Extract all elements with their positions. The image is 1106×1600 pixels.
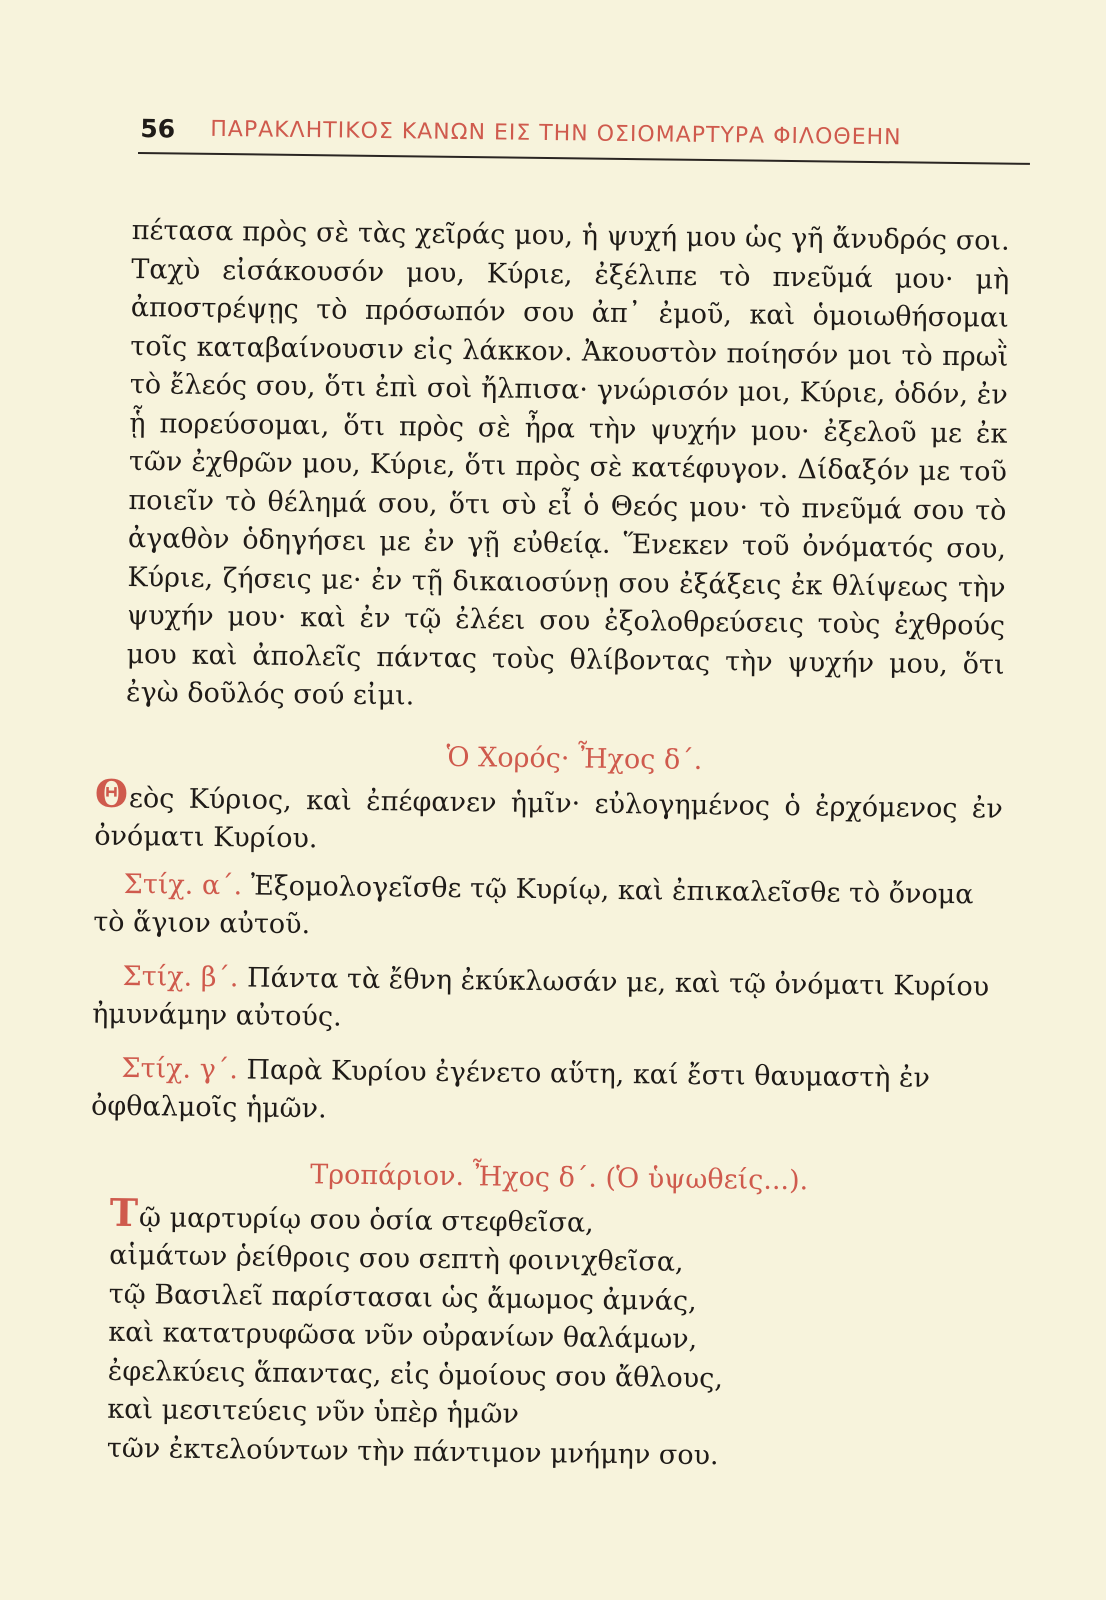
stichos-label: Στίχ. γ΄. <box>121 1052 239 1085</box>
drop-cap-theta: Θ <box>94 770 129 816</box>
stichos-label: Στίχ. β΄. <box>122 960 239 993</box>
theos-kyrios-paragraph <box>94 770 1003 866</box>
stichos-2 <box>92 957 1001 1044</box>
stichos-text: Ἐξομολογεῖσθε τῷ Κυρίῳ, καὶ ἐπικαλεῖσθε τὸ ὄνομα τὸ ἅγιον αὐτοῦ. <box>93 869 974 940</box>
stichos-3 <box>91 1049 1000 1136</box>
body-text <box>90 212 1010 1479</box>
troparion-line-text: ῷ μαρτυρίῳ σου ὁσία στεφθεῖσα, <box>138 1201 594 1239</box>
stichos-1 <box>93 865 1002 952</box>
running-title: ΠΑΡΑΚΛΗΤΙΚΟΣ ΚΑΝΩΝ ΕΙΣ ΤΗΝ ΟΣΙΟΜΑΡΤΥΡΑ ΦΙΛΟΘΕΗΝ <box>210 116 902 151</box>
troparion-line: τῶν ἐκτελούντων τὴν πάντιμον μνήμην σου. <box>106 1432 719 1471</box>
troparion-rubric: Τροπάριον. Ἦχος δ΄. (Ὁ ὑψωθείς...). <box>310 1158 809 1196</box>
drop-cap-tau: Τ <box>109 1189 139 1235</box>
choir-rubric: Ὁ Χορός· Ἦχος δ΄. <box>446 741 703 776</box>
theos-kyrios-text: εὸς Κύριος, καὶ ἐπέφανεν ἡμῖν· εὐλογημένος ὁ ἐρχόμενος ἐν ὀνόματι Κυρίου. <box>94 782 1003 854</box>
troparion-line: ἐφελκύεις ἅπαντας, εἰς ὁμοίους σου ἄθλους, <box>107 1355 724 1394</box>
troparion-line: καὶ κατατρυφῶσα νῦν οὐρανίων θαλάμων, <box>108 1316 698 1355</box>
psalm-paragraph: πέτασα πρὸς σὲ τὰς χεῖράς μου, ἡ ψυχή μου ὡς γῆ ἄνυδρός σοι. Ταχὺ εἰσάκουσόν μου, Κύριε, ἐξέλιπε τὸ πνεῦμά μου· μὴ ἀποστρέψῃς τὸ πρόσωπόν σου ἀπ᾽ ἐμοῦ, καὶ ὁμοιωθήσομαι τοῖς καταβαίνουσιν εἰς λάκκον. Ἀκουστὸν ποίησόν μοι τὸ πρωῒ τὸ ἔλεός σου, ὅτι ἐπὶ σοὶ ἤλπισα· γνώρισόν μοι, Κύριε, ὁδόν, ἐν ᾗ πορεύσομαι, ὅτι πρὸς σὲ ἦρα τὴν ψυχήν μου· ἐξελοῦ με ἐκ τῶν ἐχθρῶν μου, Κύριε, ὅτι πρὸς σὲ κατέφυγον. Δίδαξόν με τοῦ ποιεῖν τὸ θέλημά σου, ὅτι σὺ εἶ ὁ Θεός μου· τὸ πνεῦμά σου τὸ ἀγαθὸν ὁδηγήσει με ἐν γῇ εὐθείᾳ. Ἕνεκεν τοῦ ὀνόματός σου, Κύριε, ζήσεις με· ἐν τῇ δικαιοσύνῃ σου ἐξάξεις ἐκ θλίψεως τὴν ψυχήν μου· καὶ ἐν τῷ ἐλέει σου ἐξολοθρεύσεις τοὺς ἐχθρούς μου καὶ ἀπολεῖς πάντας τοὺς θλίβοντας τὴν ψυχήν μου, ὅτι ἐγὼ δοῦλός σού εἰμι. <box>125 214 1010 712</box>
troparion-line: αἱμάτων ῥείθροις σου σεπτὴ φοινιχθεῖσα, <box>109 1239 684 1278</box>
page-header <box>138 108 1030 165</box>
troparion-line: τῷ Βασιλεῖ παρίστασαι ὡς ἄμωμος ἀμνάς, <box>108 1278 697 1317</box>
stichos-text: Πάντα τὰ ἔθνη ἐκύκλωσάν με, καὶ τῷ ὀνόματι Κυρίου ἠμυνάμην αὐτούς. <box>92 961 990 1033</box>
page-number: 56 <box>140 114 176 144</box>
stichos-label: Στίχ. α΄. <box>123 868 243 901</box>
troparion-line: καὶ μεσιτεύεις νῦν ὑπὲρ ἡμῶν <box>107 1393 520 1430</box>
troparion-verses <box>106 1189 998 1478</box>
stichos-text: Παρὰ Κυρίου ἐγένετο αὕτη, καί ἔστι θαυμαστὴ ἐν ὀφθαλμοῖς ἡμῶν. <box>90 1053 931 1124</box>
